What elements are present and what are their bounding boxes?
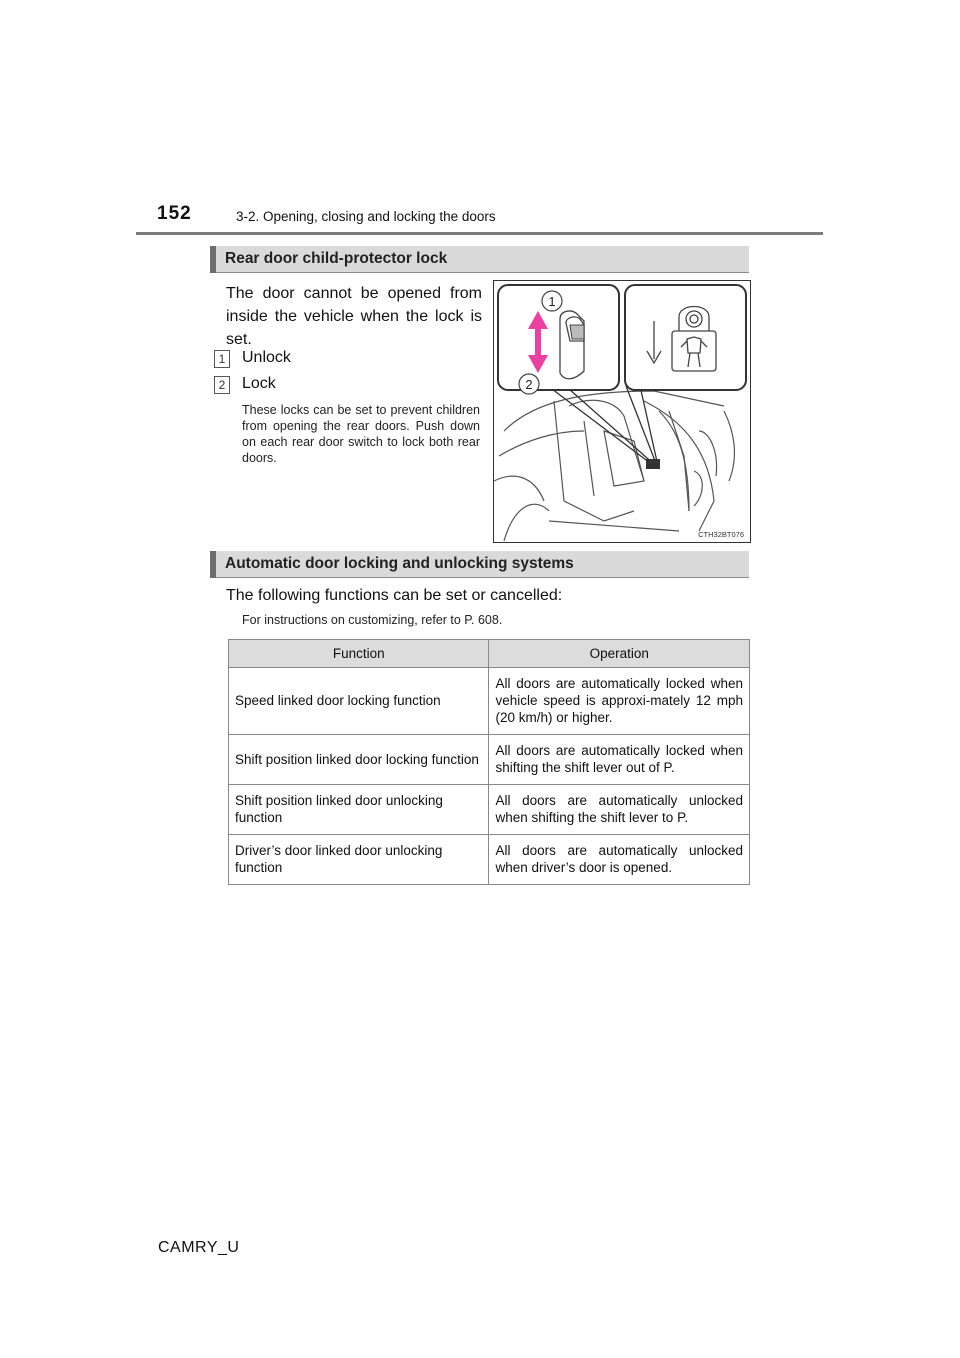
child-lock-note: These locks can be set to prevent children from opening the rear doors. Push down on each rear door switch to lock both rear doors. (242, 403, 480, 465)
callout-1: 1 (548, 294, 556, 309)
table-row (229, 835, 750, 885)
operation-cell: All doors are automatically unlocked when driver’s door is opened. (489, 835, 750, 885)
table-row (229, 668, 750, 735)
callout-2: 2 (525, 377, 533, 392)
chapter-title: 3-2. Opening, closing and locking the doors (236, 209, 496, 224)
function-cell: Driver’s door linked door unlocking function (229, 835, 489, 885)
footer-code: CAMRY_U (158, 1239, 240, 1256)
function-cell: Speed linked door locking function (229, 668, 489, 735)
function-cell: Shift position linked door locking function (229, 735, 489, 785)
page-number: 152 (157, 203, 192, 224)
functions-table (228, 639, 750, 885)
section-heading-auto-lock (210, 551, 749, 578)
column-header-operation: Operation (489, 640, 750, 668)
step-number: 2 (214, 376, 230, 394)
customize-note: For instructions on customizing, refer to P. 608. (242, 613, 503, 627)
section-title: Automatic door locking and unlocking systems (225, 555, 574, 572)
column-header-function: Function (229, 640, 489, 668)
section-heading-child-lock (210, 246, 749, 273)
function-cell: Shift position linked door unlocking function (229, 785, 489, 835)
step-number: 1 (214, 350, 230, 368)
heading-bar (210, 551, 216, 578)
child-lock-illustration (493, 280, 751, 543)
table-row (229, 735, 750, 785)
operation-cell: All doors are automatically locked when vehicle speed is approxi-mately 12 mph (20 km/h) or higher. (489, 668, 750, 735)
intro-text: The door cannot be opened from inside the vehicle when the lock is set. (226, 285, 482, 348)
step-label: Unlock (242, 349, 291, 366)
operation-cell: All doors are automatically unlocked when shifting the shift lever to P. (489, 785, 750, 835)
section-title: Rear door child-protector lock (225, 250, 448, 267)
header-rule (136, 232, 823, 235)
functions-intro: The following functions can be set or cancelled: (226, 587, 563, 604)
heading-bar (210, 246, 216, 273)
figure-code: CTH32BT076 (698, 530, 744, 539)
step-label: Lock (242, 375, 276, 392)
table-header-row (229, 640, 750, 668)
door-illustration-svg (494, 281, 750, 542)
table-row (229, 785, 750, 835)
operation-cell: All doors are automatically locked when shifting the shift lever out of P. (489, 735, 750, 785)
